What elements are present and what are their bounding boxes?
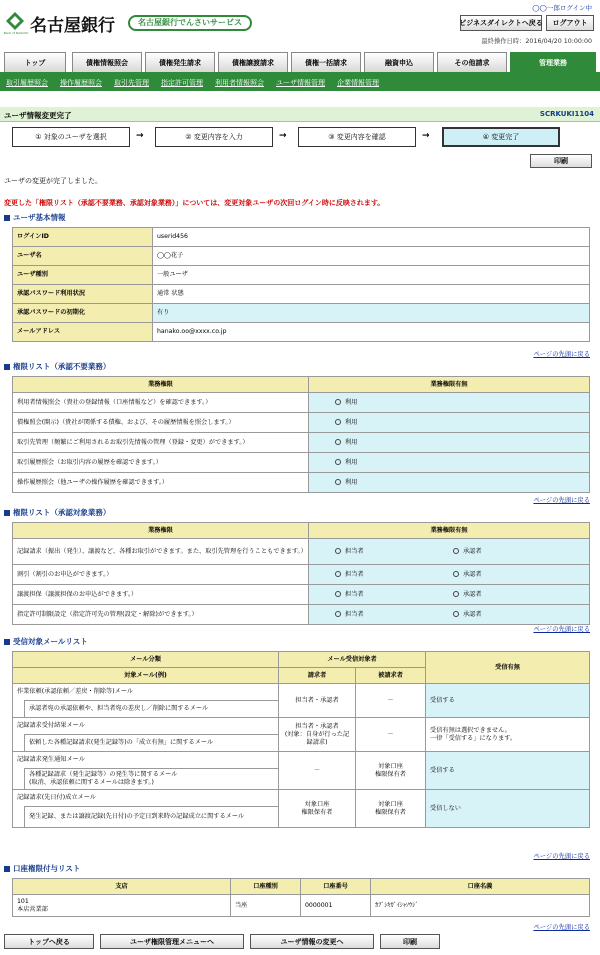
radio-icon (335, 611, 341, 617)
user-permission-menu-button[interactable]: ユーザ権限管理メニューへ (100, 934, 244, 949)
service-name: 名古屋銀行でんさいサービス (128, 15, 252, 31)
table-row (13, 228, 590, 247)
perm-flag-cell (309, 393, 590, 413)
col-name: 口座名義 (371, 879, 590, 895)
section-perm-approval (4, 507, 110, 518)
step-complete: ④ 変更完了 (442, 127, 560, 147)
perm-flag-cell (309, 433, 590, 453)
table-row (13, 304, 590, 323)
perm-flag: 利用 (345, 418, 358, 426)
section-user-info-title: ユーザ基本情報 (13, 213, 66, 222)
mail-receive: 受信有無は選択できません。 一律「受信する」になります。 (426, 718, 590, 752)
perm-task: 債権照会(開示)（貴社が関係する債権、および、その履歴情報を照会します。） (13, 413, 309, 433)
mail-receive: 受信する (426, 752, 590, 790)
step-arrow-icon: → (279, 131, 287, 141)
branch-name: 本店営業部 (17, 905, 48, 913)
col-receive: 受信有無 (426, 652, 590, 684)
business-direct-button[interactable]: ビジネスダイレクトへ戻る (460, 15, 542, 31)
opt-approver: 承認者 (463, 610, 482, 618)
table-row (13, 605, 590, 625)
opt-requester: 担当者 (345, 590, 364, 598)
col-type: 口座種別 (231, 879, 301, 895)
subnav-transaction-history[interactable]: 取引履歴照会 (6, 79, 48, 87)
mail-category: 作業依頼(承認依頼／差戻・削除等)メール (13, 684, 279, 701)
back-to-top-link[interactable]: ページの先頭に戻る (533, 853, 590, 860)
step-confirm-changes: ③ 変更内容を確認 (298, 127, 416, 147)
col-approver: 被請求者 (356, 668, 426, 684)
opt-requester: 担当者 (345, 610, 364, 618)
mail-receive: 受信する (426, 684, 590, 718)
user-info-table-wrap (12, 227, 590, 342)
mail-approver: － (356, 718, 426, 752)
radio-icon (453, 571, 459, 577)
table-row (13, 790, 590, 807)
table-row (13, 752, 590, 769)
section-perm-free (4, 361, 110, 372)
tab-claim-transfer[interactable]: 債権譲渡請求 (218, 52, 288, 72)
perm-approval-table-wrap (12, 522, 590, 625)
perm-task: 取引履歴照会（お取引内容の履歴を確認できます。） (13, 453, 309, 473)
col-category: メール分類 (13, 652, 279, 668)
step-arrow-icon: → (422, 131, 430, 141)
opt-approver-cell (449, 605, 590, 625)
user-status: ◯◯一郎ログイン中 (532, 4, 592, 12)
section-perm-free-title: 権限リスト（承認不要業務） (13, 362, 111, 371)
opt-requester: 担当者 (345, 570, 364, 578)
mail-category: 記録請求(先日付)成立メール (13, 790, 279, 807)
table-row (13, 453, 590, 473)
account-type: 当座 (231, 895, 301, 917)
subnav-operation-history[interactable]: 操作履歴照会 (60, 79, 102, 87)
perm-task: 操作履歴照会（他ユーザの操作履歴を確認できます。） (13, 473, 309, 493)
opt-requester-cell (309, 539, 450, 565)
perm-task: 譲渡担保（譲渡担保のお申込ができます。） (13, 585, 309, 605)
table-row (13, 393, 590, 413)
mail-requester: 対象口座 権限保有者 (279, 790, 356, 828)
perm-flag-cell (309, 453, 590, 473)
tab-claim-inquiry[interactable]: 債権情報照会 (72, 52, 142, 72)
section-perm-approval-title: 権限リスト（承認対象業務） (13, 508, 111, 517)
opt-requester-cell (309, 605, 450, 625)
table-header-row (13, 523, 590, 539)
opt-approver-cell (449, 585, 590, 605)
row-value: userid456 (153, 228, 590, 247)
col-flag: 業務権限有無 (309, 523, 590, 539)
account-number: 0000001 (301, 895, 371, 917)
last-operation: 最終操作日時：2016/04/20 10:00:00 (481, 38, 592, 45)
col-requester: 請求者 (279, 668, 356, 684)
table-row (13, 433, 590, 453)
opt-approver: 承認者 (463, 547, 482, 555)
section-square-icon (4, 364, 10, 370)
mail-table-wrap (12, 651, 590, 828)
mail-category: 記録請求発生通知メール (13, 752, 279, 769)
bank-logo (6, 12, 24, 30)
section-mail (4, 636, 88, 647)
radio-icon (453, 591, 459, 597)
radio-icon (335, 399, 341, 405)
table-row (13, 323, 590, 342)
accounts-table (12, 878, 590, 917)
perm-flag-cell (309, 473, 590, 493)
accounts-table-wrap (12, 878, 590, 917)
table-row (13, 539, 590, 565)
radio-icon (335, 419, 341, 425)
row-label: ユーザ種別 (13, 266, 153, 285)
page-title: ユーザ情報変更完了 (4, 111, 72, 120)
perm-free-table (12, 376, 590, 493)
back-to-top-link[interactable]: ページの先頭に戻る (533, 626, 590, 633)
perm-free-table-wrap (12, 376, 590, 493)
account-branch (13, 895, 231, 917)
subnav (0, 74, 600, 91)
mail-category: 記録請求受付結果メール (13, 718, 279, 735)
perm-task: 割引（割引のお申込ができます。） (13, 565, 309, 585)
print-button-bottom[interactable]: 印刷 (380, 934, 440, 949)
row-value: 通常 状態 (153, 285, 590, 304)
row-label: ユーザ名 (13, 247, 153, 266)
section-square-icon (4, 866, 10, 872)
opt-approver: 承認者 (463, 590, 482, 598)
table-header-row (13, 652, 590, 668)
bank-name: 名古屋銀行 (30, 16, 115, 35)
perm-flag: 利用 (345, 458, 358, 466)
mail-example: 発生記録、または譲渡記録(先日付)の予定日到来時の記録成立に関するメール (25, 807, 279, 828)
row-value: 一般ユーザ (153, 266, 590, 285)
opt-approver: 承認者 (463, 570, 482, 578)
opt-approver-cell (449, 539, 590, 565)
user-info-table (12, 227, 590, 342)
row-value: hanako.oo@xxxx.co.jp (153, 323, 590, 342)
col-task: 業務権限 (13, 377, 309, 393)
perm-flag: 利用 (345, 398, 358, 406)
col-branch: 支店 (13, 879, 231, 895)
branch-code: 101 (17, 897, 29, 905)
section-square-icon (4, 639, 10, 645)
subnav-company-info-management[interactable]: 企業情報管理 (337, 79, 379, 87)
subnav-user-info-management[interactable]: ユーザ情報管理 (276, 79, 325, 87)
row-label: 承認パスワード利用状況 (13, 285, 153, 304)
row-label: メールアドレス (13, 323, 153, 342)
tab-bulk-request[interactable]: 債権一括請求 (291, 52, 361, 72)
col-task: 業務権限 (13, 523, 309, 539)
table-row (13, 718, 590, 735)
section-square-icon (4, 510, 10, 516)
tab-loan-application[interactable]: 融資申込 (364, 52, 434, 72)
perm-task: 取引先管理（頻繁にご利用されるお取引先情報の管理（登録・変更）ができます。） (13, 433, 309, 453)
complete-message: ユーザの変更が完了しました。 (4, 177, 102, 185)
step-arrow-icon: → (136, 131, 144, 141)
notice-text: 変更した「権限リスト（承認不要業務、承認対象業務）」については、変更対象ユーザの次回ログイン時に反映されます。 (4, 199, 385, 207)
back-to-top-link[interactable]: ページの先頭に戻る (533, 351, 590, 358)
section-user-info (4, 212, 66, 223)
perm-task: 指定許可制限設定（指定許可先の管理(設定・解除)ができます。） (13, 605, 309, 625)
mail-example: 各種記録請求（発生記録等）の発生等に関するメール (取消、承認依頼に関するメールは除きます。) (25, 769, 279, 790)
radio-icon (335, 591, 341, 597)
tab-other-request[interactable]: その他請求 (437, 52, 507, 72)
radio-icon (453, 611, 459, 617)
table-row (13, 684, 590, 701)
radio-icon (335, 479, 341, 485)
subnav-user-info-inquiry[interactable]: 利用者情報照会 (215, 79, 264, 87)
perm-task: 記録請求（振出（発生）、譲渡など、各種お取引ができます。また、取引先管理を行うこともできます。） (13, 539, 309, 565)
mail-approver: － (356, 684, 426, 718)
table-row (13, 413, 590, 433)
table-row (13, 266, 590, 285)
mail-example: 承認者宛の承認依頼や、担当者宛の差戻し／削除に関するメール (25, 701, 279, 718)
mail-requester: － (279, 752, 356, 790)
row-value: ◯◯花子 (153, 247, 590, 266)
back-to-top-button[interactable]: トップへ戻る (4, 934, 94, 949)
table-header-row (13, 879, 590, 895)
row-value: 有り (153, 304, 590, 323)
row-label: 承認パスワードの初期化 (13, 304, 153, 323)
tab-admin[interactable]: 管理業務 (510, 52, 596, 72)
user-info-change-button[interactable]: ユーザ情報の変更へ (250, 934, 374, 949)
opt-approver-cell (449, 565, 590, 585)
mail-approver: 対象口座 権限保有者 (356, 752, 426, 790)
col-number: 口座番号 (301, 879, 371, 895)
mail-requester: 担当者・承認者 (279, 684, 356, 718)
subnav-permission-management[interactable]: 指定許可管理 (161, 79, 203, 87)
opt-requester-cell (309, 565, 450, 585)
radio-icon (335, 439, 341, 445)
table-row (13, 247, 590, 266)
tab-top[interactable]: トップ (4, 52, 66, 72)
table-header-row (13, 377, 590, 393)
col-recipients: メール受信対象者 (279, 652, 426, 668)
table-row (13, 565, 590, 585)
col-target-mail: 対象メール(例) (13, 668, 279, 684)
page-title-bar (0, 107, 600, 122)
section-square-icon (4, 215, 10, 221)
section-accounts-title: 口座権限付与リスト (13, 864, 81, 873)
row-label: ログインID (13, 228, 153, 247)
mail-example: 依頼した各種記録請求(発生記録等)の「成立有無」に関するメール (25, 735, 279, 752)
mail-table (12, 651, 590, 828)
section-accounts (4, 863, 80, 874)
mail-requester: 担当者・承認者 (対象：自身が行った記録請求) (279, 718, 356, 752)
account-name: ｶﾌﾞｼｷｶﾞｲｼｬｿｳｼﾞ (371, 895, 590, 917)
subnav-partner-management[interactable]: 取引先管理 (114, 79, 149, 87)
radio-icon (453, 548, 459, 554)
section-mail-title: 受信対象メールリスト (13, 637, 88, 646)
perm-approval-table (12, 522, 590, 625)
radio-icon (335, 459, 341, 465)
screen-id: SCRKUKI1104 (539, 110, 594, 118)
logo-sub: Bank of NAGOYA (3, 31, 29, 35)
radio-icon (335, 571, 341, 577)
back-to-top-link[interactable]: ページの先頭に戻る (533, 924, 590, 931)
logout-button[interactable]: ログアウト (546, 15, 594, 31)
radio-icon (335, 548, 341, 554)
col-flag: 業務権限有無 (309, 377, 590, 393)
mail-receive: 受信しない (426, 790, 590, 828)
opt-requester: 担当者 (345, 547, 364, 555)
tab-claim-issue[interactable]: 債権発生請求 (145, 52, 215, 72)
mail-approver: 対象口座 権限保有者 (356, 790, 426, 828)
step-input-changes: ② 変更内容を入力 (155, 127, 273, 147)
perm-flag: 利用 (345, 478, 358, 486)
perm-flag: 利用 (345, 438, 358, 446)
table-row (13, 285, 590, 304)
print-button-top[interactable]: 印刷 (530, 154, 592, 168)
step-select-user: ① 対象のユーザを選択 (12, 127, 130, 147)
perm-task: 利用者情報照会（貴社の登録情報（口座情報など）を確認できます。） (13, 393, 309, 413)
table-row (13, 473, 590, 493)
back-to-top-link[interactable]: ページの先頭に戻る (533, 497, 590, 504)
table-row (13, 895, 590, 917)
table-row (13, 585, 590, 605)
perm-flag-cell (309, 413, 590, 433)
opt-requester-cell (309, 585, 450, 605)
